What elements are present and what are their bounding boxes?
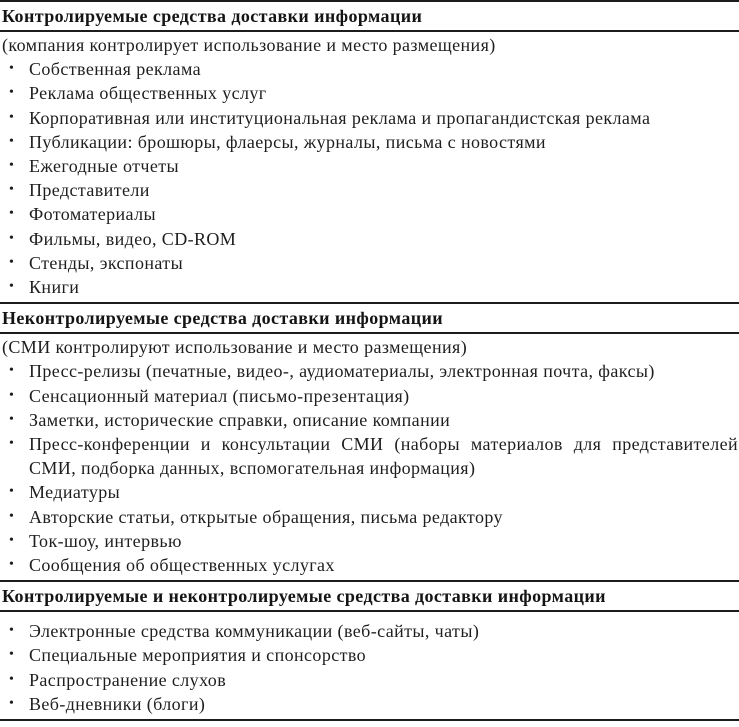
list-item-text: Ток-шоу, интервью <box>29 530 182 551</box>
section-title-mixed: Контролируемые и неконтролируемые средства доставки информации <box>2 586 606 607</box>
list-item <box>0 202 739 226</box>
bullet-icon: • <box>9 647 15 663</box>
bullet-icon: • <box>9 182 15 198</box>
item-list <box>0 359 739 577</box>
list-item <box>0 529 739 553</box>
bullet-icon: • <box>9 411 15 427</box>
list-item <box>0 57 739 81</box>
list-item <box>0 275 739 299</box>
bullet-icon: • <box>9 133 15 149</box>
list-item-text: Фотоматериалы <box>29 204 156 225</box>
section-title-controlled: Контролируемые средства доставки информации <box>2 6 423 26</box>
list-item-text: Сообщения об общественных услугах <box>29 555 335 576</box>
bullet-icon: • <box>9 484 15 500</box>
list-item-text: Корпоративная или институциональная реклама и пропагандистская реклама <box>29 107 651 128</box>
list-item <box>0 227 739 251</box>
list-item-text: Заметки, исторические справки, описание компании <box>29 409 451 430</box>
item-list <box>0 619 739 716</box>
list-item <box>0 384 739 408</box>
list-item-text: Стенды, экспонаты <box>29 252 184 273</box>
list-item <box>0 251 739 275</box>
bullet-icon: • <box>9 623 15 639</box>
list-item <box>0 480 739 504</box>
list-item-text: Книги <box>29 277 80 298</box>
list-item <box>0 359 739 383</box>
list-item-text: Электронные средства коммуникации (веб-сайты, чаты) <box>29 621 480 642</box>
list-item <box>0 505 739 529</box>
list-item <box>0 692 739 716</box>
list-item-text: Фильмы, видео, CD-ROM <box>29 228 237 249</box>
section-body-uncontrolled <box>0 334 739 580</box>
list-item-text: Реклама общественных услуг <box>29 83 267 104</box>
bullet-icon: • <box>9 671 15 687</box>
bullet-icon: • <box>9 230 15 246</box>
list-item <box>0 643 739 667</box>
list-item-text: Сенсационный материал (письмо-презентация) <box>29 385 410 406</box>
list-item <box>0 178 739 202</box>
bullet-icon: • <box>9 532 15 548</box>
list-item <box>0 408 739 432</box>
list-item <box>0 668 739 692</box>
bullet-icon: • <box>9 695 15 711</box>
list-item-text: Пресс-конференции и консультации СМИ (наборы материалов для представителей СМИ, подборка данных, вспомогательная информация) <box>29 434 738 479</box>
list-item-text: Специальные мероприятия и спонсорство <box>29 645 367 666</box>
bullet-icon: • <box>9 508 15 524</box>
bullet-icon: • <box>9 85 15 101</box>
section-body-mixed <box>0 612 739 719</box>
list-item-text: Собственная реклама <box>29 59 201 80</box>
divider <box>0 719 739 721</box>
list-item-text: Авторские статьи, открытые обращения, письма редактору <box>29 506 503 527</box>
bullet-icon: • <box>9 254 15 270</box>
bullet-icon: • <box>9 158 15 174</box>
list-item-text: Представители <box>29 180 150 201</box>
list-item <box>0 619 739 643</box>
list-item <box>0 432 739 480</box>
list-item <box>0 106 739 130</box>
bullet-icon: • <box>9 109 15 125</box>
list-item-text: Медиатуры <box>29 482 121 503</box>
list-item <box>0 154 739 178</box>
list-item <box>0 81 739 105</box>
section-body-controlled <box>0 32 739 302</box>
section-subtitle: (компания контролирует использование и место размещения) <box>2 35 496 55</box>
section-subtitle: (СМИ контролируют использование и место размещения) <box>2 337 468 358</box>
list-item-text: Ежегодные отчеты <box>29 156 180 177</box>
list-item-text: Публикации: брошюры, флаерсы, журналы, письма с новостями <box>29 131 546 152</box>
bullet-icon: • <box>9 436 15 452</box>
bullet-icon: • <box>9 363 15 379</box>
list-item <box>0 130 739 154</box>
item-list <box>0 57 739 299</box>
bullet-icon: • <box>9 387 15 403</box>
list-item-text: Распространение слухов <box>29 669 227 690</box>
bullet-icon: • <box>9 61 15 77</box>
section-title-uncontrolled: Неконтролируемые средства доставки информации <box>2 308 444 329</box>
bullet-icon: • <box>9 557 15 573</box>
bullet-icon: • <box>9 279 15 295</box>
list-item <box>0 553 739 577</box>
bullet-icon: • <box>9 206 15 222</box>
list-item-text: Пресс-релизы (печатные, видео-, аудиоматериалы, электронная почта, факсы) <box>29 361 655 382</box>
list-item-text: Веб-дневники (блоги) <box>29 693 206 714</box>
